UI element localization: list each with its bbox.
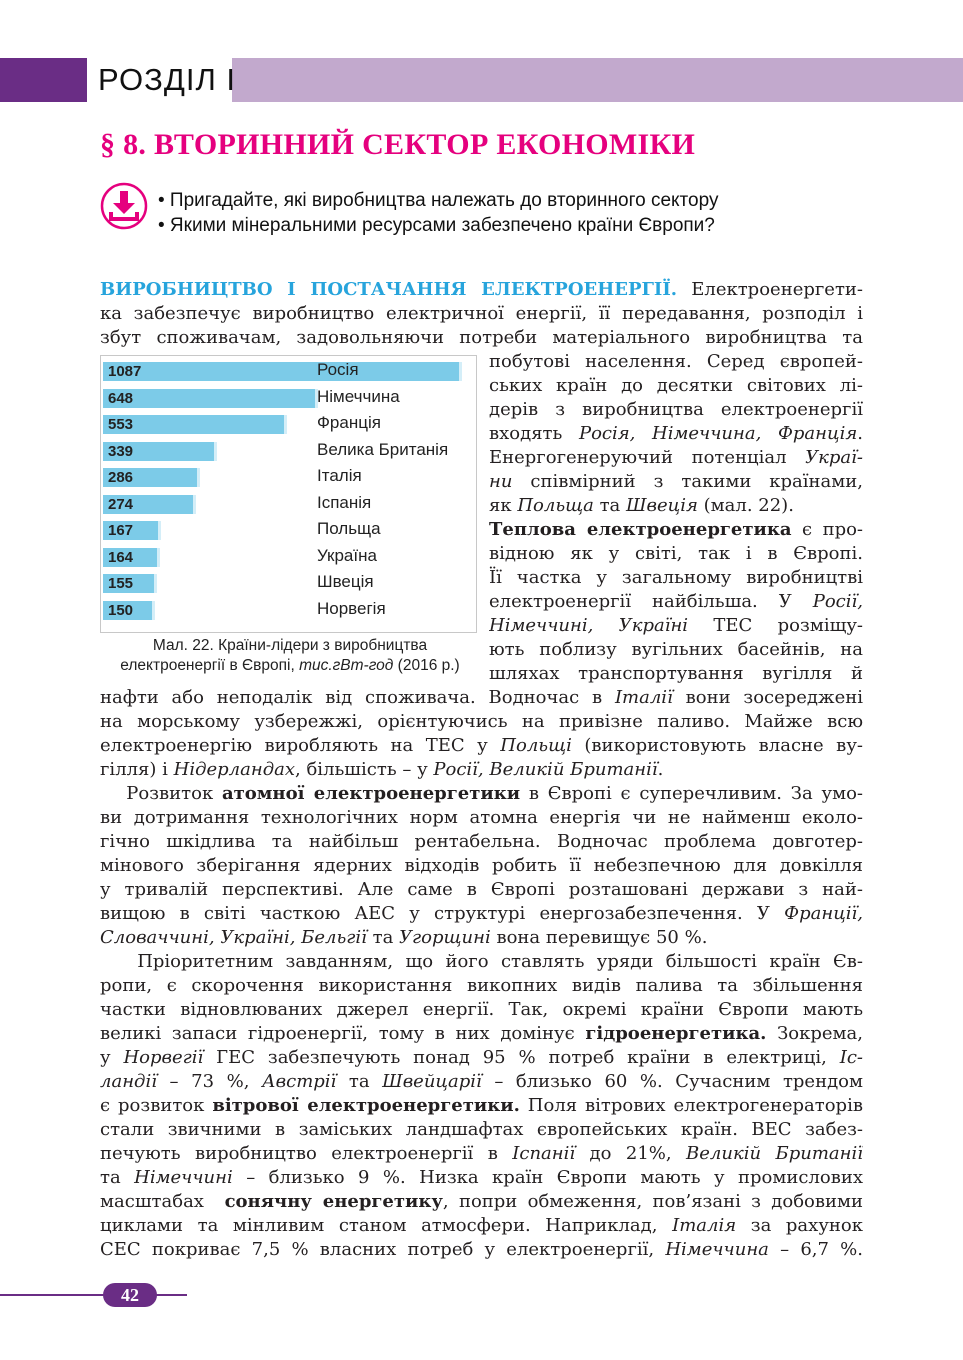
text-span: у bbox=[100, 1047, 124, 1068]
paragraph-line bbox=[100, 686, 863, 710]
text-span: Німеччині bbox=[134, 1167, 233, 1188]
text-span: Електроенергети- bbox=[691, 279, 863, 300]
paragraph-line: Пріоритетним завданням, що його ставлять уряди більшості країн Єв- bbox=[100, 951, 863, 972]
text-span: Швеція bbox=[626, 495, 698, 516]
caption-year: (2016 р.) bbox=[393, 657, 460, 674]
bar-value-label: 648 bbox=[108, 389, 134, 407]
paragraph-line: на морському узбережжі, орієнтуючись на привізне паливо. Майже всю bbox=[100, 711, 863, 732]
text-span: співмірний з такими країнами, bbox=[512, 471, 863, 492]
bar-category-label: Німеччина bbox=[317, 386, 400, 406]
recall-questions bbox=[158, 188, 718, 238]
bar-value-label: 167 bbox=[108, 522, 134, 539]
text-span: до 21%, bbox=[575, 1143, 687, 1164]
text-span: ландії bbox=[100, 1071, 157, 1092]
bar-value-label: 150 bbox=[108, 601, 134, 619]
text-span: Італії bbox=[614, 687, 673, 708]
text-span: входять bbox=[489, 423, 579, 444]
bar-value-label: 155 bbox=[108, 575, 134, 592]
text-span: Італія bbox=[672, 1215, 737, 1236]
paragraph-line bbox=[100, 1238, 863, 1262]
bar-category-label: Франція bbox=[317, 413, 381, 432]
bar-value-label: 553 bbox=[108, 416, 134, 433]
text-span: . bbox=[657, 759, 664, 780]
text-span: та bbox=[336, 1071, 383, 1092]
bar-category-label: Норвегія bbox=[317, 598, 386, 618]
paragraph-line bbox=[100, 734, 863, 758]
caption-line-1: Мал. 22. Країни-лідери з виробництва bbox=[152, 637, 428, 654]
text-span: Украї- bbox=[805, 447, 863, 468]
paragraph-line bbox=[100, 1022, 863, 1046]
text-span: . bbox=[857, 423, 863, 444]
paragraph-line: стали звичними в заміських ландшафтах європейських країн. ВЕС забез- bbox=[100, 1119, 863, 1140]
section-title: § 8. ВТОРИННИЙ СЕКТОР ЕКОНОМІКИ bbox=[100, 128, 696, 161]
text-span: печують виробництво електроенергії в bbox=[100, 1143, 513, 1164]
paragraph-line: збут споживачам, задовольняючи потреби матеріального виробництва та bbox=[100, 327, 863, 348]
text-span: є розвиток bbox=[100, 1095, 213, 1116]
footer-rule-left bbox=[0, 1294, 105, 1296]
paragraph-line: відною як у світі, так і в Європі. bbox=[489, 543, 863, 564]
chapter-title: РОЗДІЛ I bbox=[98, 62, 237, 97]
header-band bbox=[232, 58, 963, 102]
paragraph-line: гічно шкідлива та найбільш рентабельна. Водночас проблема довготер- bbox=[100, 831, 863, 852]
text-span: та bbox=[366, 927, 400, 948]
text-span: електроенергії найбільша. У bbox=[489, 591, 813, 612]
text-span: (мал. 22). bbox=[697, 495, 794, 516]
text-span: циклами та мінливим станом атмосфери. Наприклад, bbox=[100, 1215, 673, 1236]
text-span: , попри обмеження, пов’язані з добовими bbox=[442, 1191, 863, 1212]
paragraph-line: Її частка у загальному виробництві bbox=[489, 567, 863, 588]
text-span: – 6,7 %. bbox=[768, 1239, 863, 1260]
text-span: за рахунок bbox=[736, 1215, 863, 1236]
paragraph-line bbox=[100, 1094, 863, 1118]
text-span: – 73 %, bbox=[156, 1071, 263, 1092]
text-span: Поля вітрових електрогенераторів bbox=[519, 1095, 863, 1116]
text-span: Австрії bbox=[262, 1071, 337, 1092]
text-span: Польща bbox=[517, 495, 594, 516]
caption-line-2 bbox=[100, 656, 480, 676]
paragraph-line: ропи, є скорочення використання викопних видів палива та збільшення bbox=[100, 975, 863, 996]
text-span: Нідерландах bbox=[173, 759, 296, 780]
text-span: Росії, bbox=[812, 591, 863, 612]
text-span: Німеччина bbox=[665, 1239, 769, 1260]
paragraph-line: у тривалій перспективі. Але саме в Європі розташовані держави з най- bbox=[100, 879, 863, 900]
bar bbox=[103, 362, 462, 381]
text-span: масштабах bbox=[100, 1191, 225, 1212]
caption-unit: тис.гВт-год bbox=[299, 657, 394, 674]
text-span: Франції, bbox=[784, 903, 863, 924]
text-span: Іс- bbox=[839, 1047, 863, 1068]
recall-question-1: • Пригадайте, які виробництва належать до вторинного сектору bbox=[158, 190, 719, 211]
paragraph-line: ських країн до десятки світових лі- bbox=[489, 375, 863, 396]
text-span: Норвегії bbox=[123, 1047, 204, 1068]
paragraph-line bbox=[100, 278, 863, 302]
paragraph-line: ють поблизу вугільних басейнів, на bbox=[489, 639, 863, 660]
paragraph-line bbox=[489, 518, 863, 542]
paragraph-line: частки відновлюваних джерел енергії. Так, окремі країни Європи мають bbox=[100, 999, 863, 1020]
text-span: гілля) і bbox=[100, 759, 174, 780]
text-span: в Європі є суперечливим. За умо- bbox=[520, 783, 863, 804]
paragraph-line bbox=[489, 494, 863, 518]
page-number: 42 bbox=[103, 1283, 157, 1307]
text-span: Зокрема, bbox=[766, 1023, 863, 1044]
text-span: та bbox=[100, 1167, 135, 1188]
text-span: вони зосереджені bbox=[672, 687, 863, 708]
paragraph-line bbox=[100, 1214, 863, 1238]
text-span: великі запаси гідроенергії, тому в них домінує bbox=[100, 1023, 586, 1044]
paragraph-line: дерів з виробництва електроенергії bbox=[489, 399, 863, 420]
text-span: Великій Британії bbox=[686, 1143, 863, 1164]
header-accent-block bbox=[0, 58, 87, 102]
text-span: – близько 60 %. Сучасним трендом bbox=[481, 1071, 863, 1092]
text-span: Німеччині, Україні bbox=[489, 615, 689, 636]
text-span: вона перевищує 50 %. bbox=[490, 927, 708, 948]
bar-category-label: Україна bbox=[317, 545, 377, 565]
text-span: ГЕС забезпечують понад 95 % потреб країни в електриці, bbox=[203, 1047, 840, 1068]
paragraph-line bbox=[489, 614, 863, 638]
text-span: Теплова електроенергетика bbox=[489, 519, 792, 540]
subsection-heading: ВИРОБНИЦТВО І ПОСТАЧАННЯ ЕЛЕКТРОЕНЕРГІЇ. bbox=[100, 279, 678, 300]
bar bbox=[103, 389, 318, 408]
recall-question-2: • Якими мінеральними ресурсами забезпечено країни Європи? bbox=[158, 215, 715, 236]
paragraph-line: ка забезпечує виробництво електричної енергії, її передавання, розподіл і bbox=[100, 303, 863, 324]
bar-category-label: Велика Британія bbox=[317, 439, 449, 459]
text-span: ни bbox=[489, 471, 513, 492]
text-span: нафти або неподалік від споживача. Водночас в bbox=[100, 687, 615, 708]
text-span: – близько 9 %. Низка країн Європи мають у промислових bbox=[232, 1167, 863, 1188]
paragraph-line bbox=[489, 446, 863, 470]
paragraph-line: мінового зберігання ядерних відходів робить її небезпечною для довкілля bbox=[100, 855, 863, 876]
text-span: Енергогенеруючий потенціал bbox=[489, 447, 806, 468]
text-span: вітрової електроенергетики. bbox=[212, 1095, 520, 1116]
caption-text: електроенергії в Європі, bbox=[120, 657, 300, 674]
text-span: електроенергію виробляють на ТЕС у bbox=[100, 735, 501, 756]
text-span: СЕС покриває 7,5 % власних потреб у електроенергії, bbox=[100, 1239, 666, 1260]
bar-category-label: Польща bbox=[317, 519, 381, 538]
text-span: сонячну енергетику bbox=[224, 1191, 443, 1212]
paragraph-line bbox=[100, 926, 863, 950]
bar-category-label: Італія bbox=[317, 466, 362, 485]
text-span: ТЕС розміщу- bbox=[688, 615, 863, 636]
bar-value-label: 1087 bbox=[108, 363, 142, 380]
text-span: Словаччині, Україні, Бельгії bbox=[100, 927, 367, 948]
paragraph-line bbox=[100, 758, 863, 782]
text-span: Польщі bbox=[500, 735, 572, 756]
text-span: Розвиток bbox=[100, 783, 222, 804]
bar-category-label: Швеція bbox=[317, 572, 374, 591]
paragraph-line bbox=[489, 470, 863, 494]
text-span: є про- bbox=[791, 519, 863, 540]
text-span: вищою в світі часткою АЕС у структурі енергозабезпечення. У bbox=[100, 903, 785, 924]
text-span: атомної електроенергетики bbox=[221, 783, 521, 804]
bar-value-label: 286 bbox=[108, 469, 134, 486]
paragraph-line bbox=[100, 782, 863, 806]
footer-rule-right bbox=[155, 1294, 187, 1296]
figure-caption bbox=[100, 636, 480, 676]
paragraph-line: ви дотримання технологічних норм атомна енергія чи не найменш еколо- bbox=[100, 807, 863, 828]
text-span: як bbox=[489, 495, 518, 516]
paragraph-line: побутові населення. Серед європей- bbox=[489, 351, 863, 372]
paragraph-line bbox=[489, 590, 863, 614]
text-span: гідроенергетика. bbox=[585, 1023, 767, 1044]
paragraph-line bbox=[100, 1046, 863, 1070]
paragraph-line bbox=[489, 422, 863, 446]
paragraph-line bbox=[100, 902, 863, 926]
paragraph-line bbox=[100, 1070, 863, 1094]
text-span: (використовують власне ву- bbox=[571, 735, 863, 756]
text-span: Росія, Німеччина, Франція bbox=[578, 423, 858, 444]
paragraph-line bbox=[100, 1142, 863, 1166]
bar-value-label: 164 bbox=[108, 548, 134, 566]
text-span: та bbox=[593, 495, 627, 516]
text-span: Росії, Великій Британії bbox=[433, 759, 658, 780]
text-span: Угорщині bbox=[399, 927, 491, 948]
download-icon bbox=[100, 182, 148, 230]
bar-category-label: Росія bbox=[317, 360, 359, 379]
bar-value-label: 339 bbox=[108, 442, 134, 460]
bar-chart bbox=[100, 355, 477, 633]
paragraph-line bbox=[100, 1166, 863, 1190]
bar-value-label: 274 bbox=[108, 495, 134, 513]
text-span: Швейцарії bbox=[382, 1071, 482, 1092]
bar-category-label: Іспанія bbox=[317, 492, 372, 512]
paragraph-line bbox=[100, 1190, 863, 1214]
paragraph-line: шляхах транспортування вугілля й bbox=[489, 663, 863, 684]
text-span: Іспанії bbox=[512, 1143, 576, 1164]
text-span: , більшість – у bbox=[295, 759, 434, 780]
